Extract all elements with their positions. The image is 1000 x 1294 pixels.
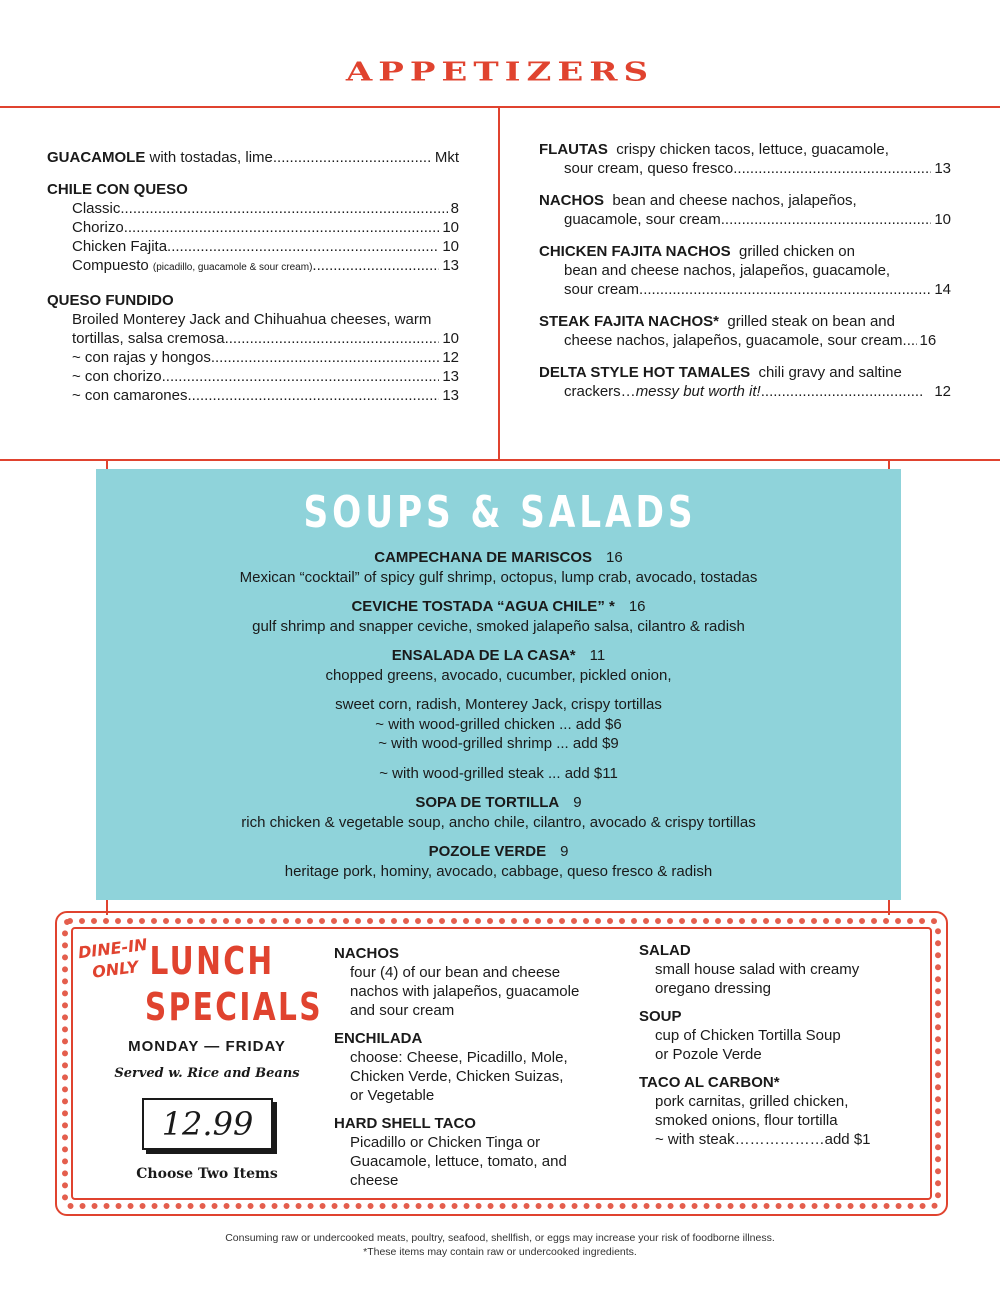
lunch-days: MONDAY — FRIDAY <box>128 1038 286 1055</box>
soups-salads-title: SOUPS & SALADS <box>303 487 697 538</box>
menu-item <box>72 237 459 256</box>
menu-item <box>72 199 459 218</box>
lunch-item-nachos <box>334 944 614 1020</box>
item-desc: smoked onions, flour tortilla <box>655 1112 838 1129</box>
menu-item <box>72 218 459 237</box>
item-price: 12 <box>442 349 459 366</box>
item-name: NACHOS <box>334 945 400 962</box>
lunch-item-salad <box>639 941 909 998</box>
item-desc: cup of Chicken Tortilla Soup <box>655 1027 841 1044</box>
item-name: ENSALADA DE LA CASA* <box>391 647 576 664</box>
lunch-middle-column <box>334 944 614 1190</box>
item-price: 16 <box>919 332 937 349</box>
lunch-served-with: Served w. Rice and Beans <box>114 1066 300 1081</box>
item-desc: four (4) of our bean and cheese <box>350 964 561 981</box>
item-name: SALAD <box>639 942 691 959</box>
item-name: CAMPECHANA DE MARISCOS <box>374 549 593 566</box>
item-addon: ~ with wood-grilled shrimp ... add $9 <box>378 735 619 752</box>
menu-item-campechana <box>96 548 901 587</box>
menu-item <box>72 386 459 405</box>
menu-item-flautas <box>539 140 951 178</box>
item-desc: or Vegetable <box>350 1087 435 1104</box>
lunch-item-taco-al-carbon <box>639 1073 909 1149</box>
item-desc: grilled chicken on <box>739 243 855 260</box>
divider-top <box>0 106 1000 108</box>
item-price: 8 <box>450 200 459 217</box>
item-addon: ~ with wood-grilled chicken ... add $6 <box>375 715 622 733</box>
lunch-item-hard-shell-taco <box>334 1114 614 1190</box>
item-price: 13 <box>442 368 459 385</box>
menu-item-pozole <box>96 842 901 881</box>
item-name: STEAK FAJITA NACHOS* <box>539 313 720 330</box>
only-label: ONLY <box>91 957 140 982</box>
menu-item-chicken-fajita-nachos <box>539 242 951 299</box>
item-desc: choose: Cheese, Picadillo, Mole, <box>350 1049 568 1066</box>
item-name: FLAUTAS <box>539 141 608 158</box>
item-price: 13 <box>442 387 459 404</box>
lunch-item-enchilada <box>334 1029 614 1105</box>
item-price: 9 <box>560 843 569 860</box>
item-name: CEVICHE TOSTADA “AGUA CHILE” * <box>351 598 615 615</box>
item-label: ~ con chorizo <box>72 368 162 385</box>
item-desc: Mexican “cocktail” of spicy gulf shrimp, octopus, lump crab, avocado, tostadas <box>239 568 758 586</box>
appetizers-left-column <box>47 148 459 405</box>
item-desc: gulf shrimp and snapper ceviche, smoked jalapeño salsa, cilantro & radish <box>252 617 745 635</box>
item-addon: ~ with steak………………add $1 <box>655 1131 871 1148</box>
item-name: POZOLE VERDE <box>428 843 547 860</box>
item-desc: pork carnitas, grilled chicken, <box>655 1093 849 1110</box>
item-desc: oregano dressing <box>655 980 771 997</box>
item-price: 10 <box>442 219 459 236</box>
menu-item-compuesto <box>72 256 459 277</box>
item-name: GUACAMOLE <box>47 149 146 166</box>
item-desc: bean and cheese nachos, jalapeños, guacamole, <box>564 262 891 279</box>
item-desc: crackers… <box>564 383 636 400</box>
item-desc: with tostadas, lime <box>145 149 273 166</box>
lunch-title-line2: SPECIALS <box>144 985 323 1029</box>
item-name: ENCHILADA <box>334 1030 423 1047</box>
item-desc: Picadillo or Chicken Tinga or <box>350 1134 541 1151</box>
item-desc: chopped greens, avocado, cucumber, pickled onion, <box>325 666 672 684</box>
menu-item <box>72 367 459 386</box>
item-desc: cheese nachos, jalapeños, guacamole, sour cream <box>564 332 903 349</box>
item-desc: grilled steak on bean and <box>727 313 895 330</box>
item-desc: chili gravy and saltine <box>758 364 902 381</box>
disclaimer-line: *These items may contain raw or undercooked ingredients. <box>363 1246 637 1258</box>
item-desc: sour cream, queso fresco <box>564 160 734 177</box>
item-label: tortillas, salsa cremosa <box>72 330 225 347</box>
item-name: CHICKEN FAJITA NACHOS <box>539 243 731 260</box>
item-price: 10 <box>934 211 951 228</box>
menu-item-steak-fajita-nachos <box>539 312 951 350</box>
item-price: 12 <box>934 383 951 400</box>
menu-item-ceviche <box>96 597 901 636</box>
item-price: 11 <box>589 647 606 664</box>
lunch-choose-two: Choose Two Items <box>136 1166 278 1182</box>
item-price: 10 <box>442 330 459 347</box>
item-name: TACO AL CARBON* <box>639 1074 780 1091</box>
section-queso-fundido: QUESO FUNDIDO <box>47 292 174 309</box>
section-chile-con-queso: CHILE CON QUESO <box>47 181 188 198</box>
item-label: ~ con camarones <box>72 387 188 404</box>
dine-in-only-badge <box>76 934 153 984</box>
item-addon: ~ with wood-grilled steak ... add $11 <box>379 764 618 782</box>
item-name: DELTA STYLE HOT TAMALES <box>539 364 751 381</box>
lunch-title-line1: LUNCH <box>149 939 275 983</box>
item-price: 16 <box>606 549 623 566</box>
item-desc: guacamole, sour cream <box>564 211 721 228</box>
item-tagline: messy but worth it! <box>635 383 761 400</box>
divider-bottom <box>0 459 1000 461</box>
menu-item-ensalada <box>96 646 901 783</box>
item-desc: sour cream <box>564 281 640 298</box>
item-price: 13 <box>442 257 459 274</box>
lunch-price: 12.99 <box>142 1098 273 1150</box>
disclaimer-line: Consuming raw or undercooked meats, poultry, seafood, shellfish, or eggs may increase your risk of foodborne illness. <box>225 1232 775 1244</box>
item-desc: Broiled Monterey Jack and Chihuahua cheeses, warm <box>72 311 432 328</box>
item-desc: Chicken Verde, Chicken Suizas, <box>350 1068 564 1085</box>
item-desc: sweet corn, radish, Monterey Jack, crispy tortillas <box>335 696 662 713</box>
item-price: 14 <box>934 281 951 298</box>
item-label: Chorizo <box>72 219 124 236</box>
item-desc: Guacamole, lettuce, tomato, and <box>350 1153 567 1170</box>
food-safety-disclaimer <box>0 1231 1000 1259</box>
soups-salads-list <box>96 548 901 891</box>
appetizers-title: APPETIZERS <box>345 56 655 88</box>
menu-item-nachos <box>539 191 951 229</box>
lunch-right-column <box>639 941 909 1149</box>
menu-item <box>72 348 459 367</box>
item-desc: or Pozole Verde <box>655 1046 762 1063</box>
lunch-specials-title <box>144 938 323 1030</box>
lunch-item-soup <box>639 1007 909 1064</box>
item-name: HARD SHELL TACO <box>334 1115 476 1132</box>
menu-item-sopa-tortilla <box>96 793 901 832</box>
item-price: 13 <box>934 160 951 177</box>
item-name: SOPA DE TORTILLA <box>415 794 560 811</box>
item-desc: and sour cream <box>350 1002 455 1019</box>
item-name: NACHOS <box>539 192 605 209</box>
item-price: 16 <box>628 598 646 615</box>
item-label: Classic <box>72 200 121 217</box>
item-price: 10 <box>442 238 459 255</box>
appetizers-right-column <box>539 140 951 401</box>
item-price: Mkt <box>434 149 459 166</box>
item-label: ~ con rajas y hongos <box>72 349 211 366</box>
item-label: Chicken Fajita <box>72 238 168 255</box>
item-name: SOUP <box>639 1008 682 1025</box>
item-desc: heritage pork, hominy, avocado, cabbage, queso fresco & radish <box>284 862 713 880</box>
item-desc: small house salad with creamy <box>655 961 860 978</box>
item-desc: rich chicken & vegetable soup, ancho chile, cilantro, avocado & crispy tortillas <box>241 813 756 831</box>
divider-center <box>498 106 500 460</box>
item-desc: crispy chicken tacos, lettuce, guacamole, <box>616 141 889 158</box>
menu-item <box>72 329 459 348</box>
item-desc: cheese <box>350 1172 399 1189</box>
menu-item-hot-tamales <box>539 363 951 401</box>
item-price: 9 <box>573 794 582 811</box>
item-desc: nachos with jalapeños, guacamole <box>350 983 580 1000</box>
item-desc: bean and cheese nachos, jalapeños, <box>612 192 857 209</box>
menu-item-guacamole <box>47 148 459 167</box>
item-note: (picadillo, guacamole & sour cream) <box>152 262 313 273</box>
dine-in-label: DINE-IN <box>77 934 149 963</box>
item-label: Compuesto <box>72 257 149 274</box>
